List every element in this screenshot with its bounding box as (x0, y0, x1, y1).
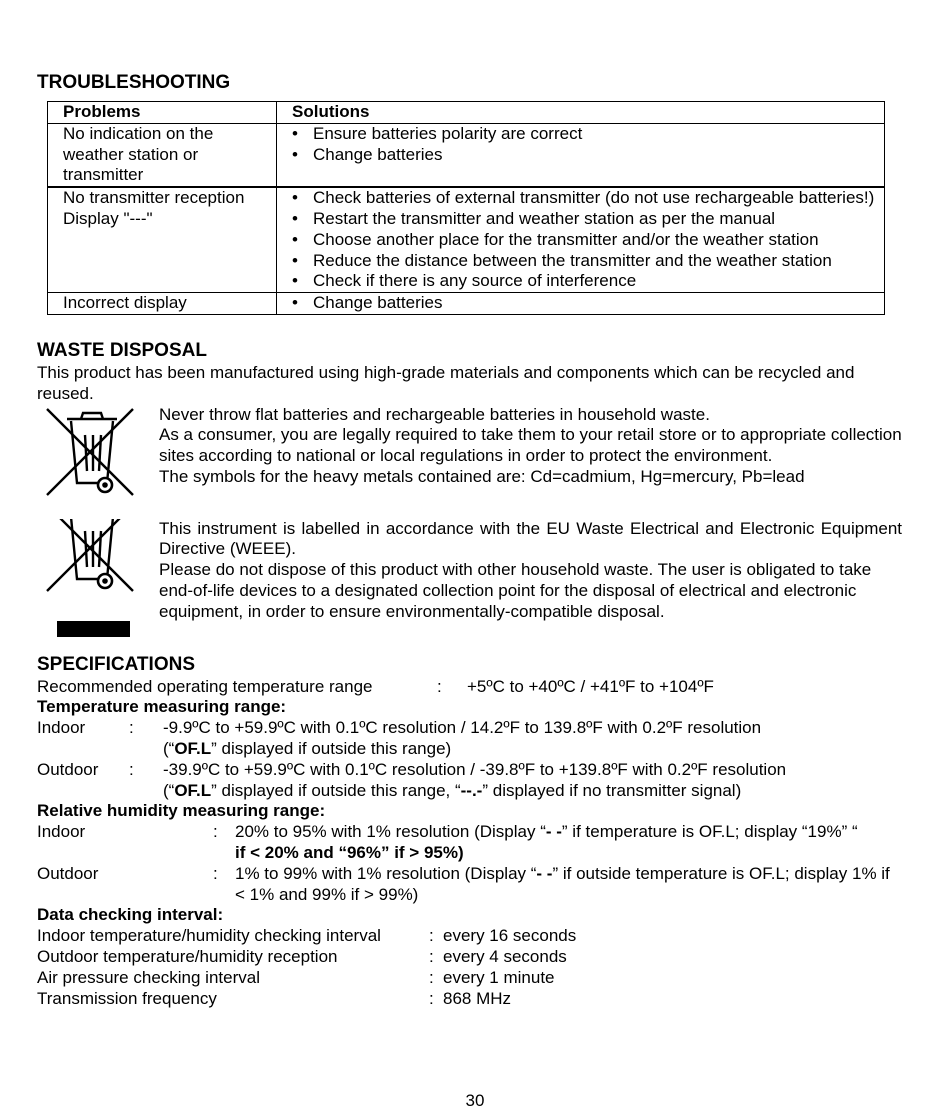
spec-value-line (163, 739, 761, 760)
problem-line: weather station or (63, 144, 199, 164)
text-part: 1% to 99% with 1% resolution (Display “ (235, 863, 537, 883)
manual-page (37, 70, 902, 1009)
problem-cell (48, 293, 277, 315)
problem-line: No transmitter reception (63, 188, 245, 208)
spec-label: Indoor (37, 718, 86, 738)
table-row (48, 123, 885, 187)
solution-cell (277, 123, 885, 187)
problem-cell (48, 123, 277, 187)
spec-value-line: if < 20% and “96%” if > 95%) (235, 842, 464, 862)
spec-separator: : (129, 718, 134, 738)
spec-label: Indoor temperature/humidity checking interval (37, 926, 381, 946)
text-part: ” displayed if outside this range) (211, 738, 452, 758)
paragraph: Never throw flat batteries and rechargeable batteries in household waste. (159, 404, 710, 424)
spec-interval-row (37, 926, 902, 947)
spec-separator: : (213, 863, 218, 883)
spec-label: Outdoor (37, 759, 99, 779)
spec-value-line: -9.9ºC to +59.9ºC with 0.1ºC resolution / 14.2ºF to 139.8ºF with 0.2ºF resolution (163, 718, 762, 738)
spec-value-line (235, 822, 902, 843)
problem-line: transmitter (63, 165, 144, 185)
table-row (48, 187, 885, 292)
text-part: ” if temperature is OF.L; display “19%” “ (561, 822, 858, 842)
temperature-range-heading: Temperature measuring range: (37, 697, 287, 717)
text-part: - - (545, 822, 562, 842)
weee-disposal-block (37, 519, 902, 647)
text-part: ” displayed if no transmitter signal) (482, 780, 742, 800)
spec-label: Outdoor (37, 863, 99, 883)
spec-temp-outdoor-row (37, 760, 902, 802)
solution-item: • Check if there is any source of interference (292, 271, 878, 292)
spec-label: Air pressure checking interval (37, 967, 260, 987)
spec-value (235, 864, 902, 906)
spec-label: Outdoor temperature/humidity reception (37, 946, 338, 966)
paragraph: The symbols for the heavy metals contained are: Cd=cadmium, Hg=mercury, Pb=lead (159, 466, 805, 486)
solution-item: • Ensure batteries polarity are correct (292, 124, 878, 145)
problem-line: Display "---" (63, 208, 153, 228)
table-header-row (48, 102, 885, 124)
solution-item: • Reduce the distance between the transmitter and the weather station (292, 251, 878, 272)
battery-disposal-text (159, 405, 902, 501)
humidity-range-heading: Relative humidity measuring range: (37, 801, 326, 821)
spec-label: Indoor (37, 822, 86, 842)
spec-operating-row (37, 677, 902, 698)
waste-disposal-heading: WASTE DISPOSAL (37, 339, 207, 361)
text-part: (“ (163, 780, 175, 800)
weee-disposal-text (159, 519, 902, 647)
crossed-out-wheeled-bin-icon (37, 405, 159, 501)
spec-value: every 16 seconds (443, 926, 577, 946)
text-part: (“ (163, 738, 175, 758)
troubleshooting-heading: TROUBLESHOOTING (37, 72, 231, 93)
spec-separator: : (429, 988, 434, 1008)
solution-item: • Choose another place for the transmitter and/or the weather station (292, 230, 878, 251)
solution-item: • Change batteries (292, 293, 878, 314)
problems-header: Problems (48, 102, 277, 124)
solution-item: • Restart the transmitter and weather station as per the manual (292, 209, 878, 230)
paragraph: As a consumer, you are legally required to take them to your retail store or to appropriate collection sites according to national or local regulations in order to protect the environment. (159, 425, 902, 466)
spec-separator: : (213, 822, 218, 842)
spec-label: Transmission frequency (37, 988, 217, 1008)
weee-bin-icon (37, 519, 159, 647)
spec-value-line (163, 781, 786, 802)
text-part: 20% to 95% with 1% resolution (Display “ (235, 822, 546, 842)
solutions-header: Solutions (277, 102, 885, 124)
solution-item: • Change batteries (292, 145, 878, 166)
spec-interval-row (37, 989, 902, 1010)
spec-humidity-outdoor-row (37, 864, 902, 906)
text-part: OF.L (174, 780, 212, 800)
spec-interval-row (37, 947, 902, 968)
paragraph: This instrument is labelled in accordance with the EU Waste Electrical and Electronic Equipment Directive (WEEE). (159, 518, 902, 559)
spec-value: +5ºC to +40ºC / +41ºF to +104ºF (467, 676, 714, 696)
spec-temp-indoor-row (37, 718, 902, 760)
specifications-heading: SPECIFICATIONS (37, 653, 195, 675)
data-interval-heading: Data checking interval: (37, 905, 224, 925)
battery-disposal-block (37, 405, 902, 501)
spec-humidity-indoor-row (37, 822, 902, 864)
spec-separator: : (437, 676, 442, 696)
spec-separator: : (429, 946, 434, 966)
spec-value: 868 MHz (443, 988, 512, 1008)
spec-separator: : (429, 967, 434, 987)
spec-value (163, 760, 786, 802)
spec-interval-row (37, 968, 902, 989)
solution-cell (277, 293, 885, 315)
spec-value (163, 718, 761, 760)
problem-cell (48, 187, 277, 292)
text-part: ” displayed if outside this range, “ (211, 780, 461, 800)
spec-value: every 1 minute (443, 967, 555, 987)
solution-cell (277, 187, 885, 292)
problem-line: Incorrect display (63, 293, 187, 313)
troubleshooting-table (47, 101, 885, 315)
text-part: OF.L (174, 738, 212, 758)
spec-label: Recommended operating temperature range (37, 676, 373, 696)
text-part: ” if outside temperature is OF.L; display 1% if < 1% and 99% if > 99%) (235, 863, 890, 904)
spec-separator: : (429, 926, 434, 946)
text-part: --.- (460, 780, 483, 800)
waste-intro: This product has been manufactured using high-grade materials and components which can be recycled and reused. (37, 362, 855, 403)
solution-item: • Check batteries of external transmitter (do not use rechargeable batteries!) (292, 188, 878, 209)
spec-value (235, 822, 902, 864)
spec-value: every 4 seconds (443, 946, 567, 966)
spec-value-line: -39.9ºC to +59.9ºC with 0.1ºC resolution / -39.8ºF to +139.8ºF with 0.2ºF resolution (163, 759, 787, 779)
spec-separator: : (129, 759, 134, 779)
problem-line: No indication on the (63, 123, 214, 143)
paragraph: Please do not dispose of this product with other household waste. The user is obligated to take end-of-life devices to a designated collection point for the disposal of electrical and electronic equipment, in order to ensure environmentally-compatible disposal. (159, 560, 872, 621)
table-row (48, 293, 885, 315)
page-number: 30 (465, 1091, 485, 1110)
text-part: - - (536, 863, 553, 883)
